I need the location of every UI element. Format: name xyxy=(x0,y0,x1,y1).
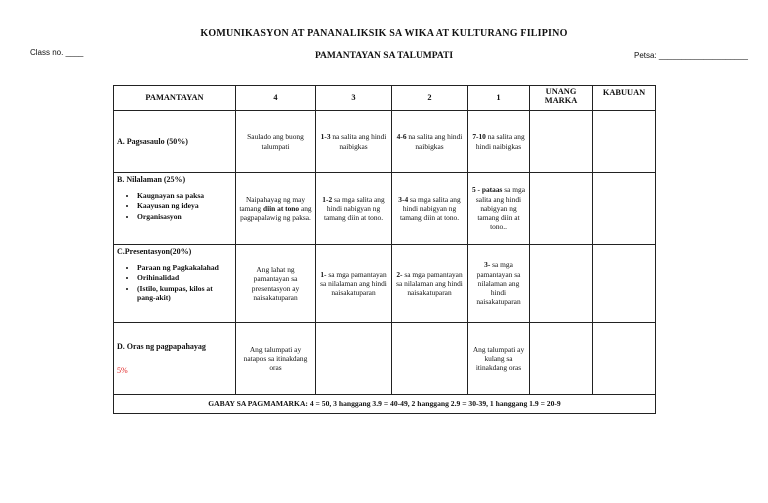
criterion-bullet: • Kaugnayan sa paksa xyxy=(137,191,232,200)
column-header: 1 xyxy=(468,86,530,111)
total-cell[interactable] xyxy=(593,245,656,323)
score-text: 1- xyxy=(320,269,327,279)
score-text: na salita ang hindi naibigkas xyxy=(406,132,463,151)
document-subtitle: PAMANTAYAN SA TALUMPATI xyxy=(314,51,454,61)
score-cell xyxy=(392,173,468,245)
score-text: ang pagpapalawig ng paksa. xyxy=(240,203,312,223)
score-cell xyxy=(392,323,468,395)
rubric-table xyxy=(113,85,656,414)
score-text: Saulado ang buong talumpati xyxy=(247,132,304,151)
score-text: 7-10 xyxy=(472,132,486,142)
criterion-bullets xyxy=(117,191,232,221)
criterion-cell xyxy=(114,323,236,395)
score-cell xyxy=(236,323,316,395)
score-text: na salita ang hindi naibigkas xyxy=(475,132,525,151)
score-cell xyxy=(468,323,530,395)
criterion-label: D. Oras ng pagpapahayag xyxy=(117,341,206,351)
score-cell xyxy=(316,111,392,173)
criterion-bullet: • Orihinalidad xyxy=(137,273,232,282)
score-text: 4-6 xyxy=(396,132,407,142)
criterion-label: A. Pagsasaulo (50%) xyxy=(117,136,188,146)
score-cell xyxy=(236,111,316,173)
score-text: Ang lahat ng pamantayan sa presentasyon ay naisakatuparan xyxy=(251,265,300,302)
score-text: diin at tono xyxy=(262,203,300,213)
score-text: 1-2 xyxy=(322,194,333,204)
table-row xyxy=(114,245,656,323)
document-title: KOMUNIKASYON AT PANANALIKSIK SA WIKA AT KULTURANG FILIPINO xyxy=(200,28,568,39)
column-header: UNANG MARKA xyxy=(530,86,593,111)
score-cell xyxy=(392,245,468,323)
score-cell xyxy=(316,173,392,245)
score-cell xyxy=(468,245,530,323)
class-number-field: Class no. ____ xyxy=(30,48,84,57)
table-row xyxy=(114,323,656,395)
date-field: Petsa: ____________________ xyxy=(634,51,748,60)
score-text: sa mga salita ang hindi nabigyan ng tamang diin at tono. xyxy=(399,194,461,223)
total-cell[interactable] xyxy=(593,323,656,395)
first-grade-cell[interactable] xyxy=(530,111,593,173)
criterion-bullets xyxy=(117,263,232,303)
column-header: 3 xyxy=(316,86,392,111)
criterion-bullet: • Organisasyon xyxy=(137,212,232,221)
first-grade-cell[interactable] xyxy=(530,173,593,245)
score-text: 1-3 xyxy=(320,132,331,142)
score-cell xyxy=(468,111,530,173)
score-text: sa mga salita ang hindi nabigyan ng tamang diin at tono. xyxy=(323,194,385,223)
criterion-cell xyxy=(114,173,236,245)
total-cell[interactable] xyxy=(593,173,656,245)
grading-guide-row xyxy=(114,395,656,414)
criterion-label: B. Nilalaman (25%) xyxy=(117,175,186,184)
score-cell xyxy=(316,323,392,395)
score-text: sa mga pamantayan sa nilalaman ang hindi naisakatuparan xyxy=(396,269,463,298)
score-text: Ang talumpati ay natapos sa itinakdang oras xyxy=(243,344,308,373)
first-grade-cell[interactable] xyxy=(530,245,593,323)
table-row xyxy=(114,173,656,245)
score-text: na salita ang hindi naibigkas xyxy=(330,132,387,151)
first-grade-cell[interactable] xyxy=(530,323,593,395)
criterion-bullet: • (Istilo, kumpas, kilos at pang-akit) xyxy=(137,284,232,303)
column-header: 2 xyxy=(392,86,468,111)
criterion-bullet: • Kaayusan ng ideya xyxy=(137,201,232,210)
score-text: Naipahayag ng may tamang xyxy=(239,194,306,213)
criterion-bullet: • Paraan ng Pagkakalahad xyxy=(137,263,232,272)
score-text: 5 - pataas xyxy=(472,185,503,195)
score-text: 2- xyxy=(396,269,403,279)
total-cell[interactable] xyxy=(593,111,656,173)
score-cell xyxy=(236,245,316,323)
score-text: sa mga salita ang hindi nabigyan ng tamang diin at tono.. xyxy=(475,185,525,232)
score-cell xyxy=(236,173,316,245)
column-header: KABUUAN xyxy=(593,86,656,111)
criterion-weight: 5% xyxy=(117,365,128,375)
score-cell xyxy=(468,173,530,245)
criterion-label: C.Presentasyon(20%) xyxy=(117,247,192,256)
score-cell xyxy=(316,245,392,323)
criterion-cell xyxy=(114,245,236,323)
column-header: PAMANTAYAN xyxy=(114,86,236,111)
score-text: Ang talumpati ay kulang sa itinakdang oras xyxy=(472,344,525,373)
score-text: sa mga pamantayan sa nilalaman ang hindi naisakatuparan xyxy=(476,260,521,307)
score-cell xyxy=(392,111,468,173)
criterion-cell xyxy=(114,111,236,173)
column-header: 4 xyxy=(236,86,316,111)
table-row xyxy=(114,111,656,173)
score-text: 3-4 xyxy=(398,194,409,204)
header-row xyxy=(114,86,656,111)
score-text: sa mga pamantayan sa nilalaman ang hindi naisakatuparan xyxy=(320,269,387,298)
grading-guide: GABAY SA PAGMAMARKA: 4 = 50, 3 hanggang 3.9 = 40-49, 2 hanggang 2.9 = 30-39, 1 hanggang 1.9 = 20-9 xyxy=(114,395,656,414)
score-text: 3- xyxy=(484,260,491,270)
